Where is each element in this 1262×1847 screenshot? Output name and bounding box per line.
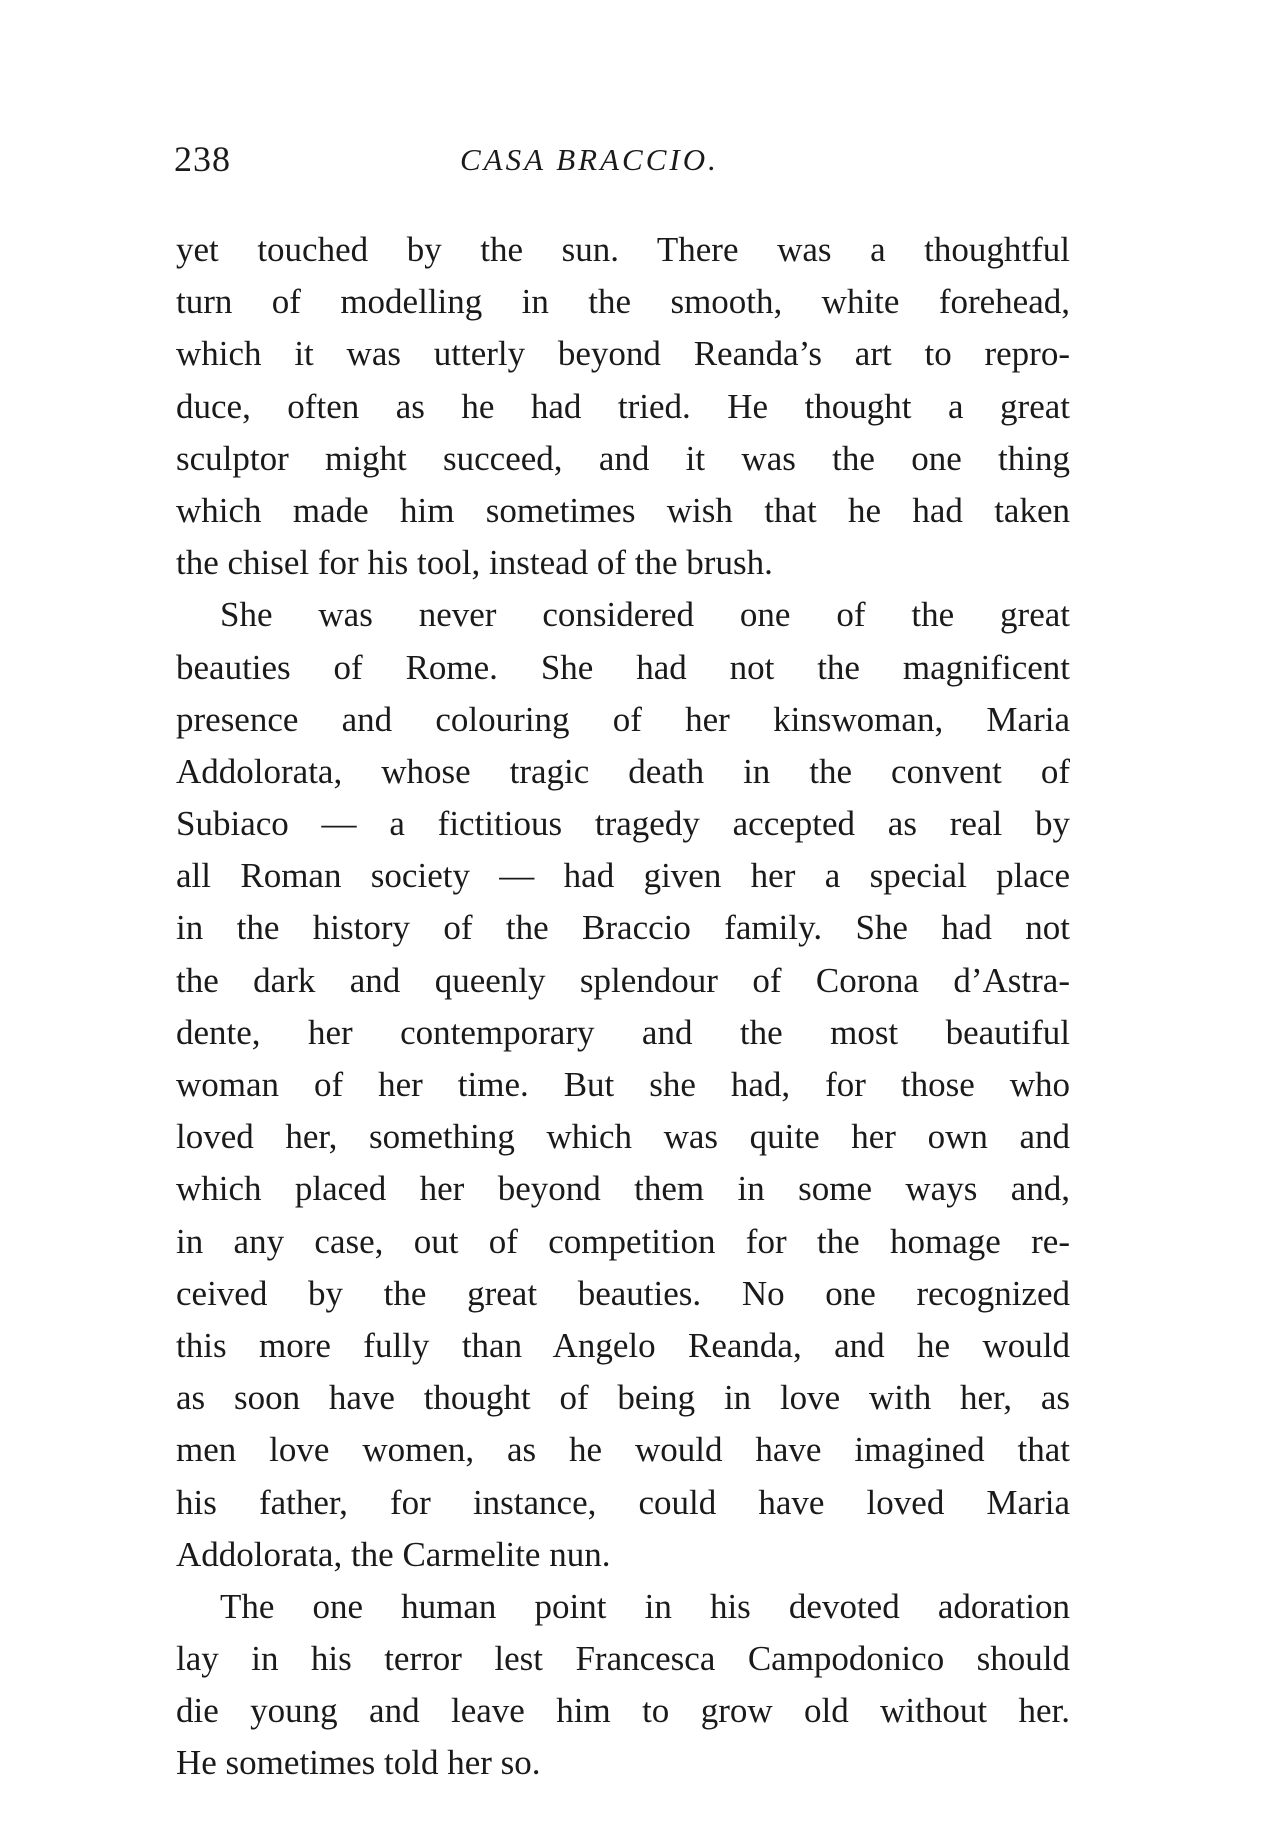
text-line: all Roman society — had given her a special place [176,856,1070,896]
text-line: turn of modelling in the smooth, white forehead, [176,282,1070,322]
running-title: CASA BRACCIO. [460,142,719,177]
text-line: yet touched by the sun. There was a thoughtful [176,230,1070,269]
text-line: Addolorata, the Carmelite nun. [176,1534,611,1574]
text-line: his father, for instance, could have loved Maria [176,1482,1070,1522]
text-line: beauties of Rome. She had not the magnificent [176,647,1070,687]
text-line: sculptor might succeed, and it was the one thing [176,438,1070,478]
text-line: men love women, as he would have imagined that [176,1430,1070,1470]
text-line: which made him sometimes wish that he had taken [176,490,1070,530]
paragraph [176,589,1070,1581]
text-line: presence and colouring of her kinswoman, Maria [176,699,1070,739]
text-line: dente, her contemporary and the most beautiful [176,1012,1070,1052]
text-line: which placed her beyond them in some ways and, [176,1169,1070,1209]
page-number: 238 [174,139,231,179]
text-line: The one human point in his devoted adoration [220,1586,1070,1626]
paragraph [176,1581,1070,1790]
text-line: Addolorata, whose tragic death in the convent of [176,751,1070,791]
text-line: duce, often as he had tried. He thought a great [176,386,1070,426]
text-line: in the history of the Braccio family. She had not [176,908,1070,948]
text-line: as soon have thought of being in love with her, as [176,1378,1070,1418]
text-line: the dark and queenly splendour of Corona d’Astra- [176,960,1070,1000]
body-text [176,224,1070,1790]
text-line: die young and leave him to grow old without her. [176,1691,1070,1731]
text-line: in any case, out of competition for the homage re- [176,1221,1070,1261]
text-line: which it was utterly beyond Reanda’s art to repro- [176,334,1070,374]
text-line: this more fully than Angelo Reanda, and he would [176,1325,1070,1365]
running-head [174,138,1074,188]
text-line: He sometimes told her so. [176,1743,541,1783]
text-line: She was never considered one of the great [220,595,1070,635]
text-line: woman of her time. But she had, for those who [176,1065,1070,1104]
paragraphs [176,224,1070,1790]
text-line: Subiaco — a fictitious tragedy accepted as real by [176,804,1070,844]
text-line: the chisel for his tool, instead of the brush. [176,543,773,583]
paragraph [176,224,1070,589]
text-line: ceived by the great beauties. No one recognized [176,1273,1070,1313]
text-line: lay in his terror lest Francesca Campodonico should [176,1639,1070,1679]
text-line: loved her, something which was quite her own and [176,1117,1070,1157]
